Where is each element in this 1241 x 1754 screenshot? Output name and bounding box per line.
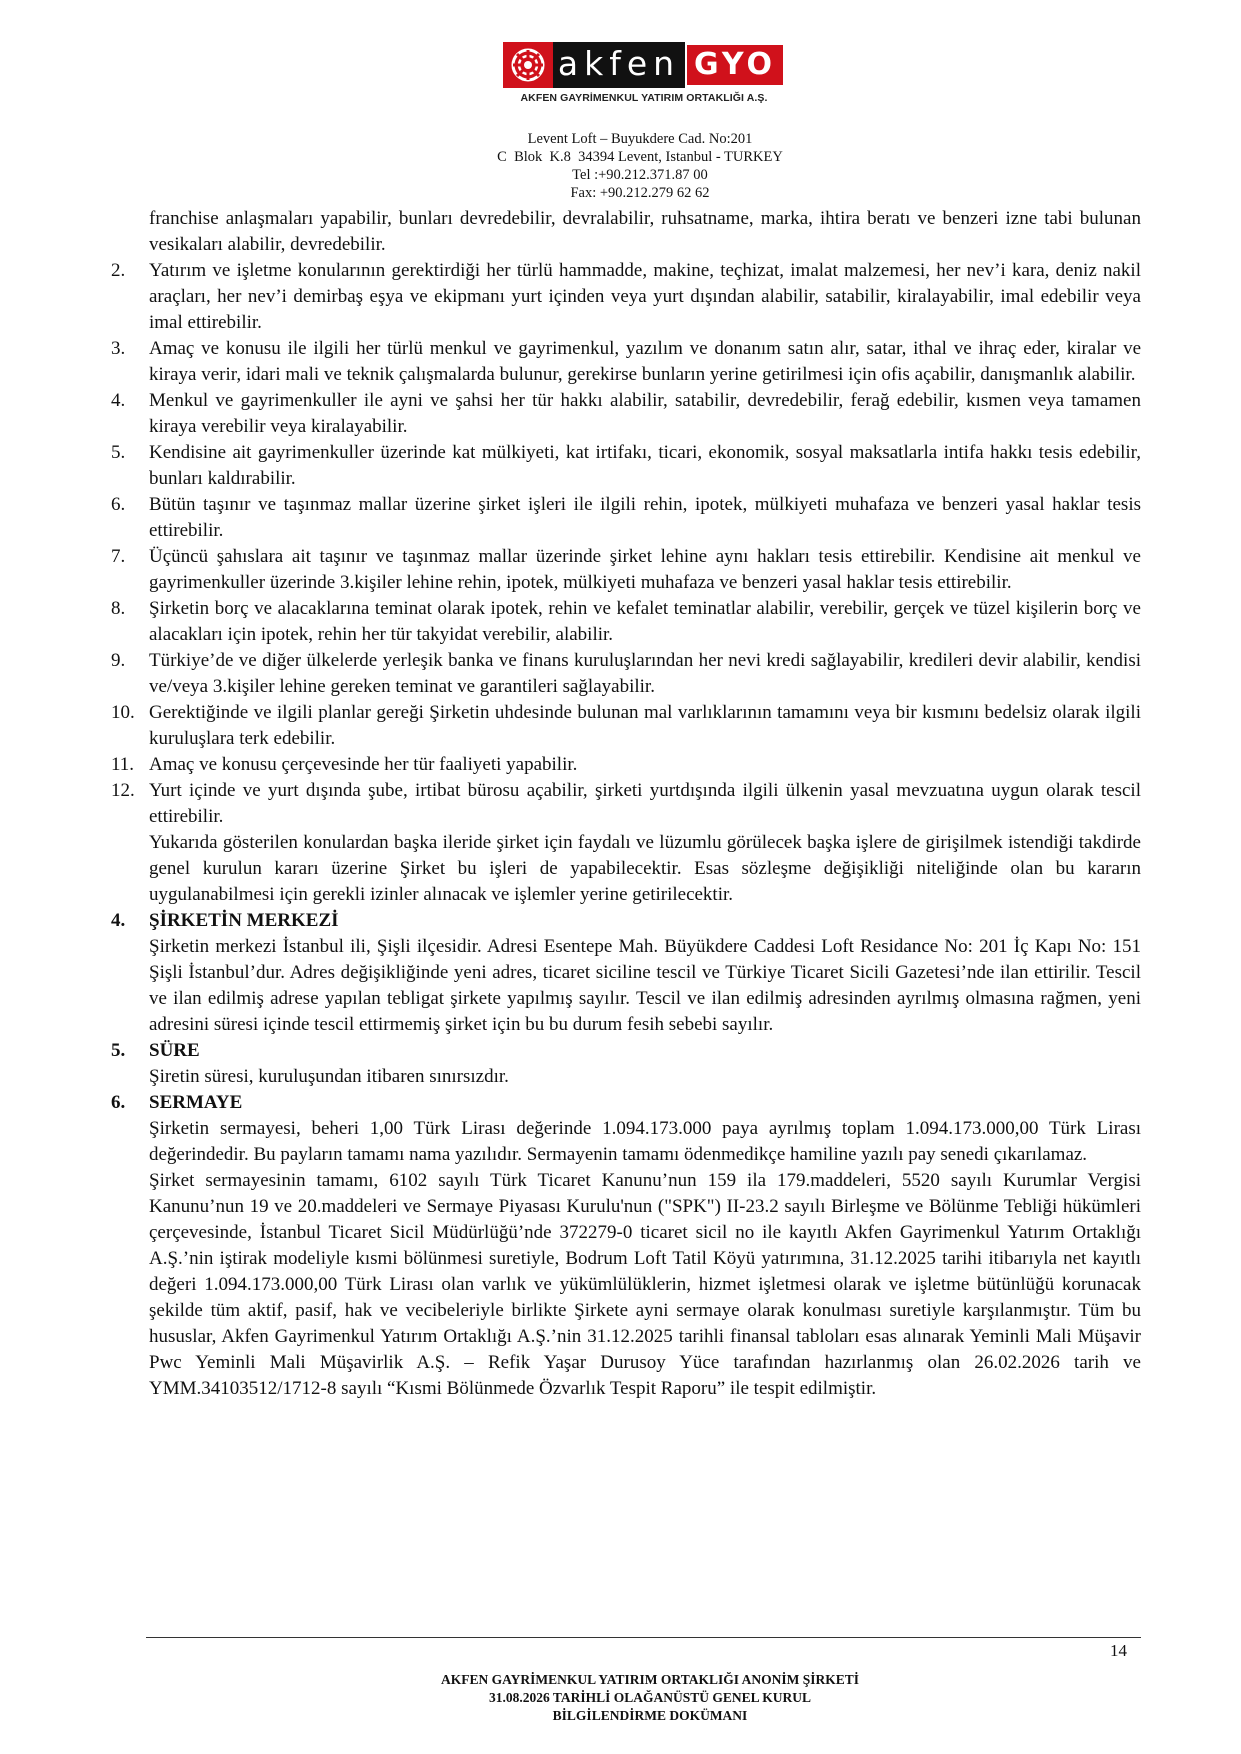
footer-line: 31.08.2026 TARİHLİ OLAĞANÜSTÜ GENEL KURUL: [488, 1690, 812, 1705]
section-heading: [111, 1038, 1141, 1064]
section-heading: [111, 908, 1141, 934]
footer-line: AKFEN GAYRİMENKUL YATIRIM ORTAKLIĞI ANONİM ŞİRKETİ: [441, 1672, 859, 1687]
intro-continuation: franchise anlaşmaları yapabilir, bunları devredebilir, devralabilir, ruhsatname, marka, ihtira beratı ve benzeri izne tabi bulunan vesikaları alabilir, devredebilir.: [149, 208, 1141, 255]
logo-emblem-icon: [503, 42, 553, 88]
footer-divider: [146, 1637, 1141, 1638]
list-item: [111, 596, 1141, 648]
logo-brand-text: akfen: [553, 42, 685, 88]
phone-line: Tel :+90.212.371.87 00: [572, 167, 708, 183]
item-number: 10.: [111, 702, 135, 723]
fax-line: Fax: +90.212.279 62 62: [570, 185, 710, 201]
item-number: 2.: [111, 260, 126, 281]
company-logo: [503, 42, 785, 88]
item-number: 6.: [111, 494, 126, 515]
closing-paragraph: Yukarıda gösterilen konulardan başka ileride şirket için faydalı ve lüzumlu görülecek başka işlere de girişilmek istendiği takdirde genel kurulun kararı üzerine Şirket bu işleri de yapabilecektir. Esas sözleşme değişikliği niteliğinde olan bu kararın uygulanabilmesi için gerekli izinler alınacak ve işlemler yerine getirilecektir.: [149, 832, 1141, 905]
section-number: 5.: [111, 1040, 126, 1061]
list-item: [111, 388, 1141, 440]
list-item: [111, 492, 1141, 544]
list-item: [111, 778, 1141, 830]
section-number: 6.: [111, 1092, 126, 1113]
item-text: Amaç ve konusu çerçevesinde her tür faaliyeti yapabilir.: [149, 754, 578, 775]
list-item: [111, 258, 1141, 336]
section-title: SÜRE: [149, 1040, 200, 1061]
list-item: [111, 544, 1141, 596]
item-number: 9.: [111, 650, 126, 671]
item-text: Gerektiğinde ve ilgili planlar gereği Şirketin uhdesinde bulunan mal varlıklarının tamamını veya bir kısmını bedelsiz olarak ilgili kuruluşlara terk edebilir.: [149, 702, 1141, 749]
item-text: Bütün taşınır ve taşınmaz mallar üzerine şirket işleri ile ilgili rehin, ipotek, mülkiyeti muhafaza ve benzeri yasal haklar tesis ettirebilir.: [149, 494, 1141, 541]
item-number: 4.: [111, 390, 126, 411]
page-number: 14: [1110, 1641, 1127, 1660]
item-number: 11.: [111, 754, 135, 775]
item-text: Yurt içinde ve yurt dışında şube, irtibat bürosu açabilir, şirketi yurtdışında ilgili ülkenin yasal mevzuatına uygun olarak tescil ettirebilir.: [149, 780, 1141, 827]
section-title: ŞİRKETİN MERKEZİ: [149, 910, 339, 931]
item-text: Şirketin borç ve alacaklarına teminat olarak ipotek, rehin ve kefalet teminatlar alabilir, verebilir, gerçek ve tüzel kişilerin borç ve alacakları için ipotek, rehin her tür takyidat verebilir, alabilir.: [149, 598, 1141, 645]
company-address: [440, 130, 840, 202]
list-item: [111, 700, 1141, 752]
logo-subtitle: AKFEN GAYRİMENKUL YATIRIM ORTAKLIĞI A.Ş.: [520, 92, 768, 104]
item-number: 5.: [111, 442, 126, 463]
footer-text: [300, 1671, 1000, 1725]
list-item: [111, 648, 1141, 700]
item-text: Amaç ve konusu ile ilgili her türlü menkul ve gayrimenkul, yazılım ve donanım satın alır, satar, ithal ve ihraç eder, kiralar ve kiraya verir, idari mali ve teknik çalışmalarda bulunur, gerekirse bunların yerine getirilmesi için ofis açabilir, danışmanlık alabilir.: [149, 338, 1141, 385]
item-text: Yatırım ve işletme konularının gerektirdiği her türlü hammadde, makine, teçhizat, imalat malzemesi, her nev’i kara, deniz nakil araçları, her nev’i demirbaş eşya ve ekipmanı yurt içinden veya yurt dışından alabilir, satabilir, kiralayabilir, imal edebilir veya imal ettirebilir.: [149, 260, 1141, 333]
item-number: 8.: [111, 598, 126, 619]
address-line: Levent Loft – Buyukdere Cad. No:201: [527, 131, 753, 147]
item-number: 7.: [111, 546, 126, 567]
item-text: Menkul ve gayrimenkuller ile ayni ve şahsi her tür hakkı alabilir, satabilir, devredebilir, ferağ edebilir, kısmen veya tamamen kiraya verebilir veya kiralayabilir.: [149, 390, 1141, 437]
section-text: Şirket sermayesinin tamamı, 6102 sayılı Türk Ticaret Kanunu’nun 159 ila 179.maddeleri, 5520 sayılı Kurumlar Vergisi Kanunu’nun 19 ve 20.maddeleri ve Sermaye Piyasası Kurulu'nun ("SPK") II-23.2 sayılı Birleşme ve Bölünme Tebliği hükümleri çerçevesinde, İstanbul Ticaret Sicil Müdürlüğü’nde 372279-0 ticaret sicil no ile kayıtlı Akfen Gayrimenkul Yatırım Ortaklığı A.Ş.’nin iştirak modeliyle kısmi bölünmesi suretiyle, Bodrum Loft Tatil Köyü yatırımına, 31.12.2025 tarihi itibarıyla net kayıtlı değeri 1.094.173.000,00 Türk Lirası olan varlık ve yükümlülüklerin, hizmet işletmesi olarak ve işletme bütünlüğü korunacak şekilde tüm aktif, pasif, hak ve vecibeleriyle birlikte Şirkete ayni sermaye olarak konulması suretiyle karşılanmıştır. Tüm bu hususlar, Akfen Gayrimenkul Yatırım Ortaklığı A.Ş.’nin 31.12.2025 tarihli finansal tabloları esas alınarak Yeminli Mali Müşavir Pwc Yeminli Mali Müşavirlik A.Ş. – Refik Yaşar Durusoy Yüce tarafından hazırlanmış olan 26.02.2026 tarih ve YMM.34103512/1712-8 sayılı “Kısmi Bölünmede Özvarlık Tespit Raporu” ile tespit edilmiştir.: [149, 1170, 1141, 1399]
section-text: Şirketin merkezi İstanbul ili, Şişli ilçesidir. Adresi Esentepe Mah. Büyükdere Caddesi Loft Residance No: 201 İç Kapı No: 151 Şişli İstanbul’dur. Adres değişikliğinde yeni adres, ticaret siciline tescil ve Türkiye Ticaret Sicili Gazetesi’nde ilan ettirilir. Tescil ve ilan edilmiş adrese yapılan tebligat şirkete yapılmış sayılır. Tescil ve ilan edilmiş adresinden ayrılmış olmasına rağmen, yeni adresini süresi içinde tescil ettirmemiş şirket için bu bu durum fesih sebebi sayılır.: [149, 936, 1141, 1035]
list-item: [111, 336, 1141, 388]
document-body: [111, 206, 1141, 1402]
list-item: [111, 752, 1141, 778]
address-line: C Blok K.8 34394 Levent, Istanbul - TURKEY: [497, 149, 783, 165]
section-text: Şirketin sermayesi, beheri 1,00 Türk Lirası değerinde 1.094.173.000 paya ayrılmış toplam 1.094.173.000,00 Türk Lirası değerindedir. Bu payların tamamı nama yazılıdır. Sermayenin tamamı ödenmedikçe hamiline yazılı pay senedi çıkarılamaz.: [149, 1118, 1141, 1165]
section-title: SERMAYE: [149, 1092, 243, 1113]
item-text: Türkiye’de ve diğer ülkelerde yerleşik banka ve finans kuruluşlarından her nevi kredi sağlayabilir, kredileri devir alabilir, kendisi ve/veya 3.kişiler lehine gereken teminat ve garantileri sağlayabilir.: [149, 650, 1141, 697]
item-text: Kendisine ait gayrimenkuller üzerinde kat mülkiyeti, kat irtifakı, ticari, ekonomik, sosyal maksatlarla intifa hakkı tesis edebilir, bunları kaldırabilir.: [149, 442, 1141, 489]
footer-line: BİLGİLENDİRME DOKÜMANI: [552, 1708, 748, 1723]
section-text: Şiretin süresi, kuruluşundan itibaren sınırsızdır.: [149, 1066, 509, 1087]
item-number: 12.: [111, 780, 135, 801]
section-number: 4.: [111, 910, 126, 931]
section-heading: [111, 1090, 1141, 1116]
logo-gyo-text: GYO: [687, 45, 783, 85]
item-number: 3.: [111, 338, 126, 359]
item-text: Üçüncü şahıslara ait taşınır ve taşınmaz mallar üzerinde şirket lehine aynı hakları tesis ettirebilir. Kendisine ait menkul ve gayrimenkuller üzerinde 3.kişiler lehine rehin, ipotek, mülkiyeti muhafaza ve benzeri yasal haklar tesis ettirebilir.: [149, 546, 1141, 593]
list-item: [111, 440, 1141, 492]
